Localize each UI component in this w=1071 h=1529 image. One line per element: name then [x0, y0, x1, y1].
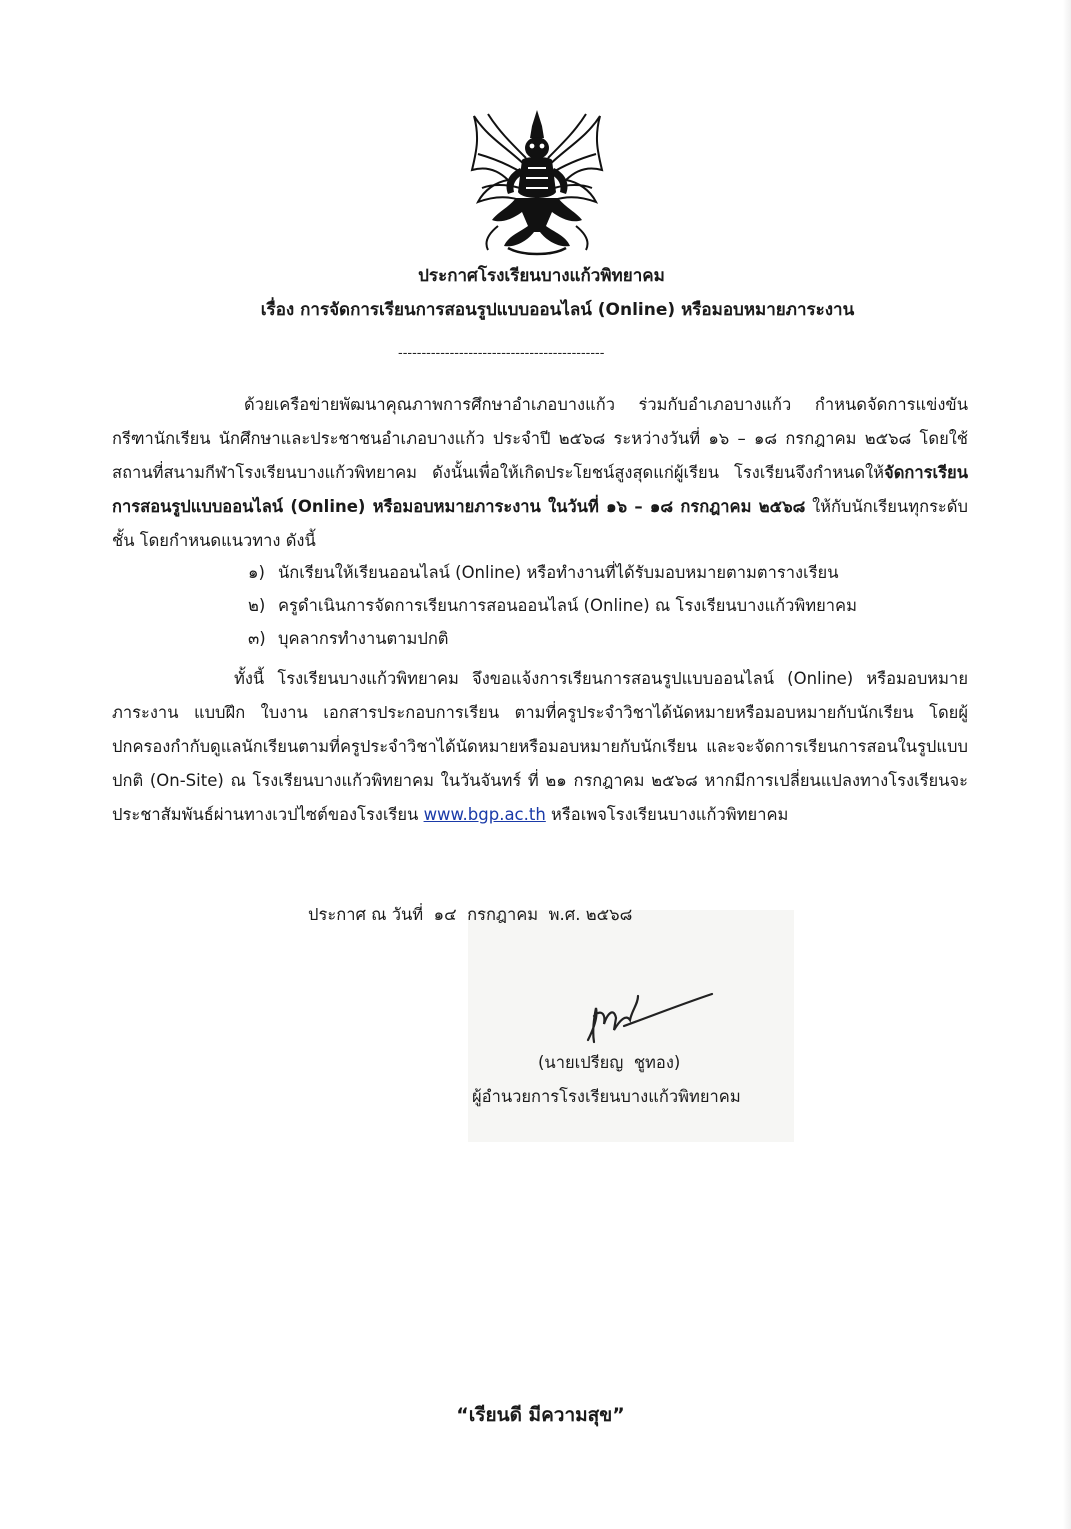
paragraph-1-text: ด้วยเครือข่ายพัฒนาคุณภาพการศึกษาอำเภอบางแก้ว ร่วมกับอำเภอบางแก้ว กำหนดจัดการแข่งขันกรีฑานักเรียน นักศึกษาและประชาชนอำเภอบางแก้ว ประจำปี ๒๕๖๘ ระหว่างวันที่ ๑๖ – ๑๘ กรกฎาคม ๒๕๖๘ โดยใช้สถานที่สนามกีฬาโรงเรียนบางแก้วพิทยาคม ดังนั้นเพื่อให้เกิดประโยชน์สูงสุดแก่ผู้เรียน โรงเรียนจึงกำหนดให้: [112, 395, 968, 482]
list-item-text: ครูดำเนินการจัดการเรียนการสอนออนไลน์ (Online) ณ โรงเรียนบางแก้วพิทยาคม: [278, 596, 857, 615]
guideline-list: [248, 556, 857, 655]
paragraph-2-end: หรือเพจโรงเรียนบางแก้วพิทยาคม: [545, 805, 789, 824]
signer-position: ผู้อำนวยการโรงเรียนบางแก้วพิทยาคม: [472, 1087, 741, 1106]
handwritten-signature: [586, 990, 716, 1046]
list-item-number: ๒): [248, 596, 266, 615]
announcement-subject: เรื่อง การจัดการเรียนการสอนรูปแบบออนไลน์ (Online) หรือมอบหมายภาระงาน: [260, 300, 855, 320]
list-item-number: ๓): [248, 629, 266, 648]
signer-name: (นายเปรียญ ชูทอง): [538, 1053, 681, 1072]
announce-date: ประกาศ ณ วันที่ ๑๔ กรกฎาคม พ.ศ. ๒๕๖๘: [308, 905, 633, 924]
list-item-text: บุคลากรทำงานตามปกติ: [278, 629, 449, 648]
list-item-number: ๑): [248, 563, 265, 582]
garuda-emblem-icon: [468, 108, 606, 258]
list-item: [248, 556, 857, 589]
list-item: [248, 589, 857, 622]
paragraph-2-text: ทั้งนี้ โรงเรียนบางแก้วพิทยาคม จึงขอแจ้งการเรียนการสอนรูปแบบออนไลน์ (Online) หรือมอบหมายภาระงาน แบบฝึก ใบงาน เอกสารประกอบการเรียน ตามที่ครูประจำวิชาได้นัดหมายหรือมอบหมายกับนักเรียน โดยผู้ปกครองกำกับดูแลนักเรียนตามที่ครูประจำวิชาได้นัดหมายหรือมอบหมายกับนักเรียน และจะจัดการเรียนการสอนในรูปแบบปกติ (On-Site) ณ โรงเรียนบางแก้วพิทยาคม ในวันจันทร์ ที่ ๒๑ กรกฎาคม ๒๕๖๘ หากมีการเปลี่ยนแปลงทางโรงเรียนจะประชาสัมพันธ์ผ่านทางเวปไซต์ของโรงเรียน: [112, 669, 968, 824]
paragraph-2: [112, 662, 968, 832]
page-edge-shadow: [1063, 0, 1071, 1529]
list-item-text: นักเรียนให้เรียนออนไลน์ (Online) หรือทำงานที่ได้รับมอบหมายตามตารางเรียน: [278, 563, 839, 582]
separator-line: --------------------------------------------: [398, 346, 605, 361]
list-item: [248, 622, 857, 655]
school-motto: “เรียนดี มีความสุข”: [456, 1404, 625, 1426]
website-link[interactable]: www.bgp.ac.th: [423, 805, 546, 824]
announcement-title: ประกาศโรงเรียนบางแก้วพิทยาคม: [418, 266, 665, 286]
paragraph-1: [112, 388, 968, 558]
paragraph-1-bold: จัดการเรียนการสอนรูปแบบออนไลน์ (Online) หรือมอบหมายภาระงาน ในวันที่ ๑๖ – ๑๘ กรกฎาคม ๒๕๖๘: [112, 463, 968, 516]
paragraph-1-end: ให้กับนักเรียนทุกระดับชั้น โดยกำหนดแนวทาง ดังนี้: [112, 497, 968, 550]
